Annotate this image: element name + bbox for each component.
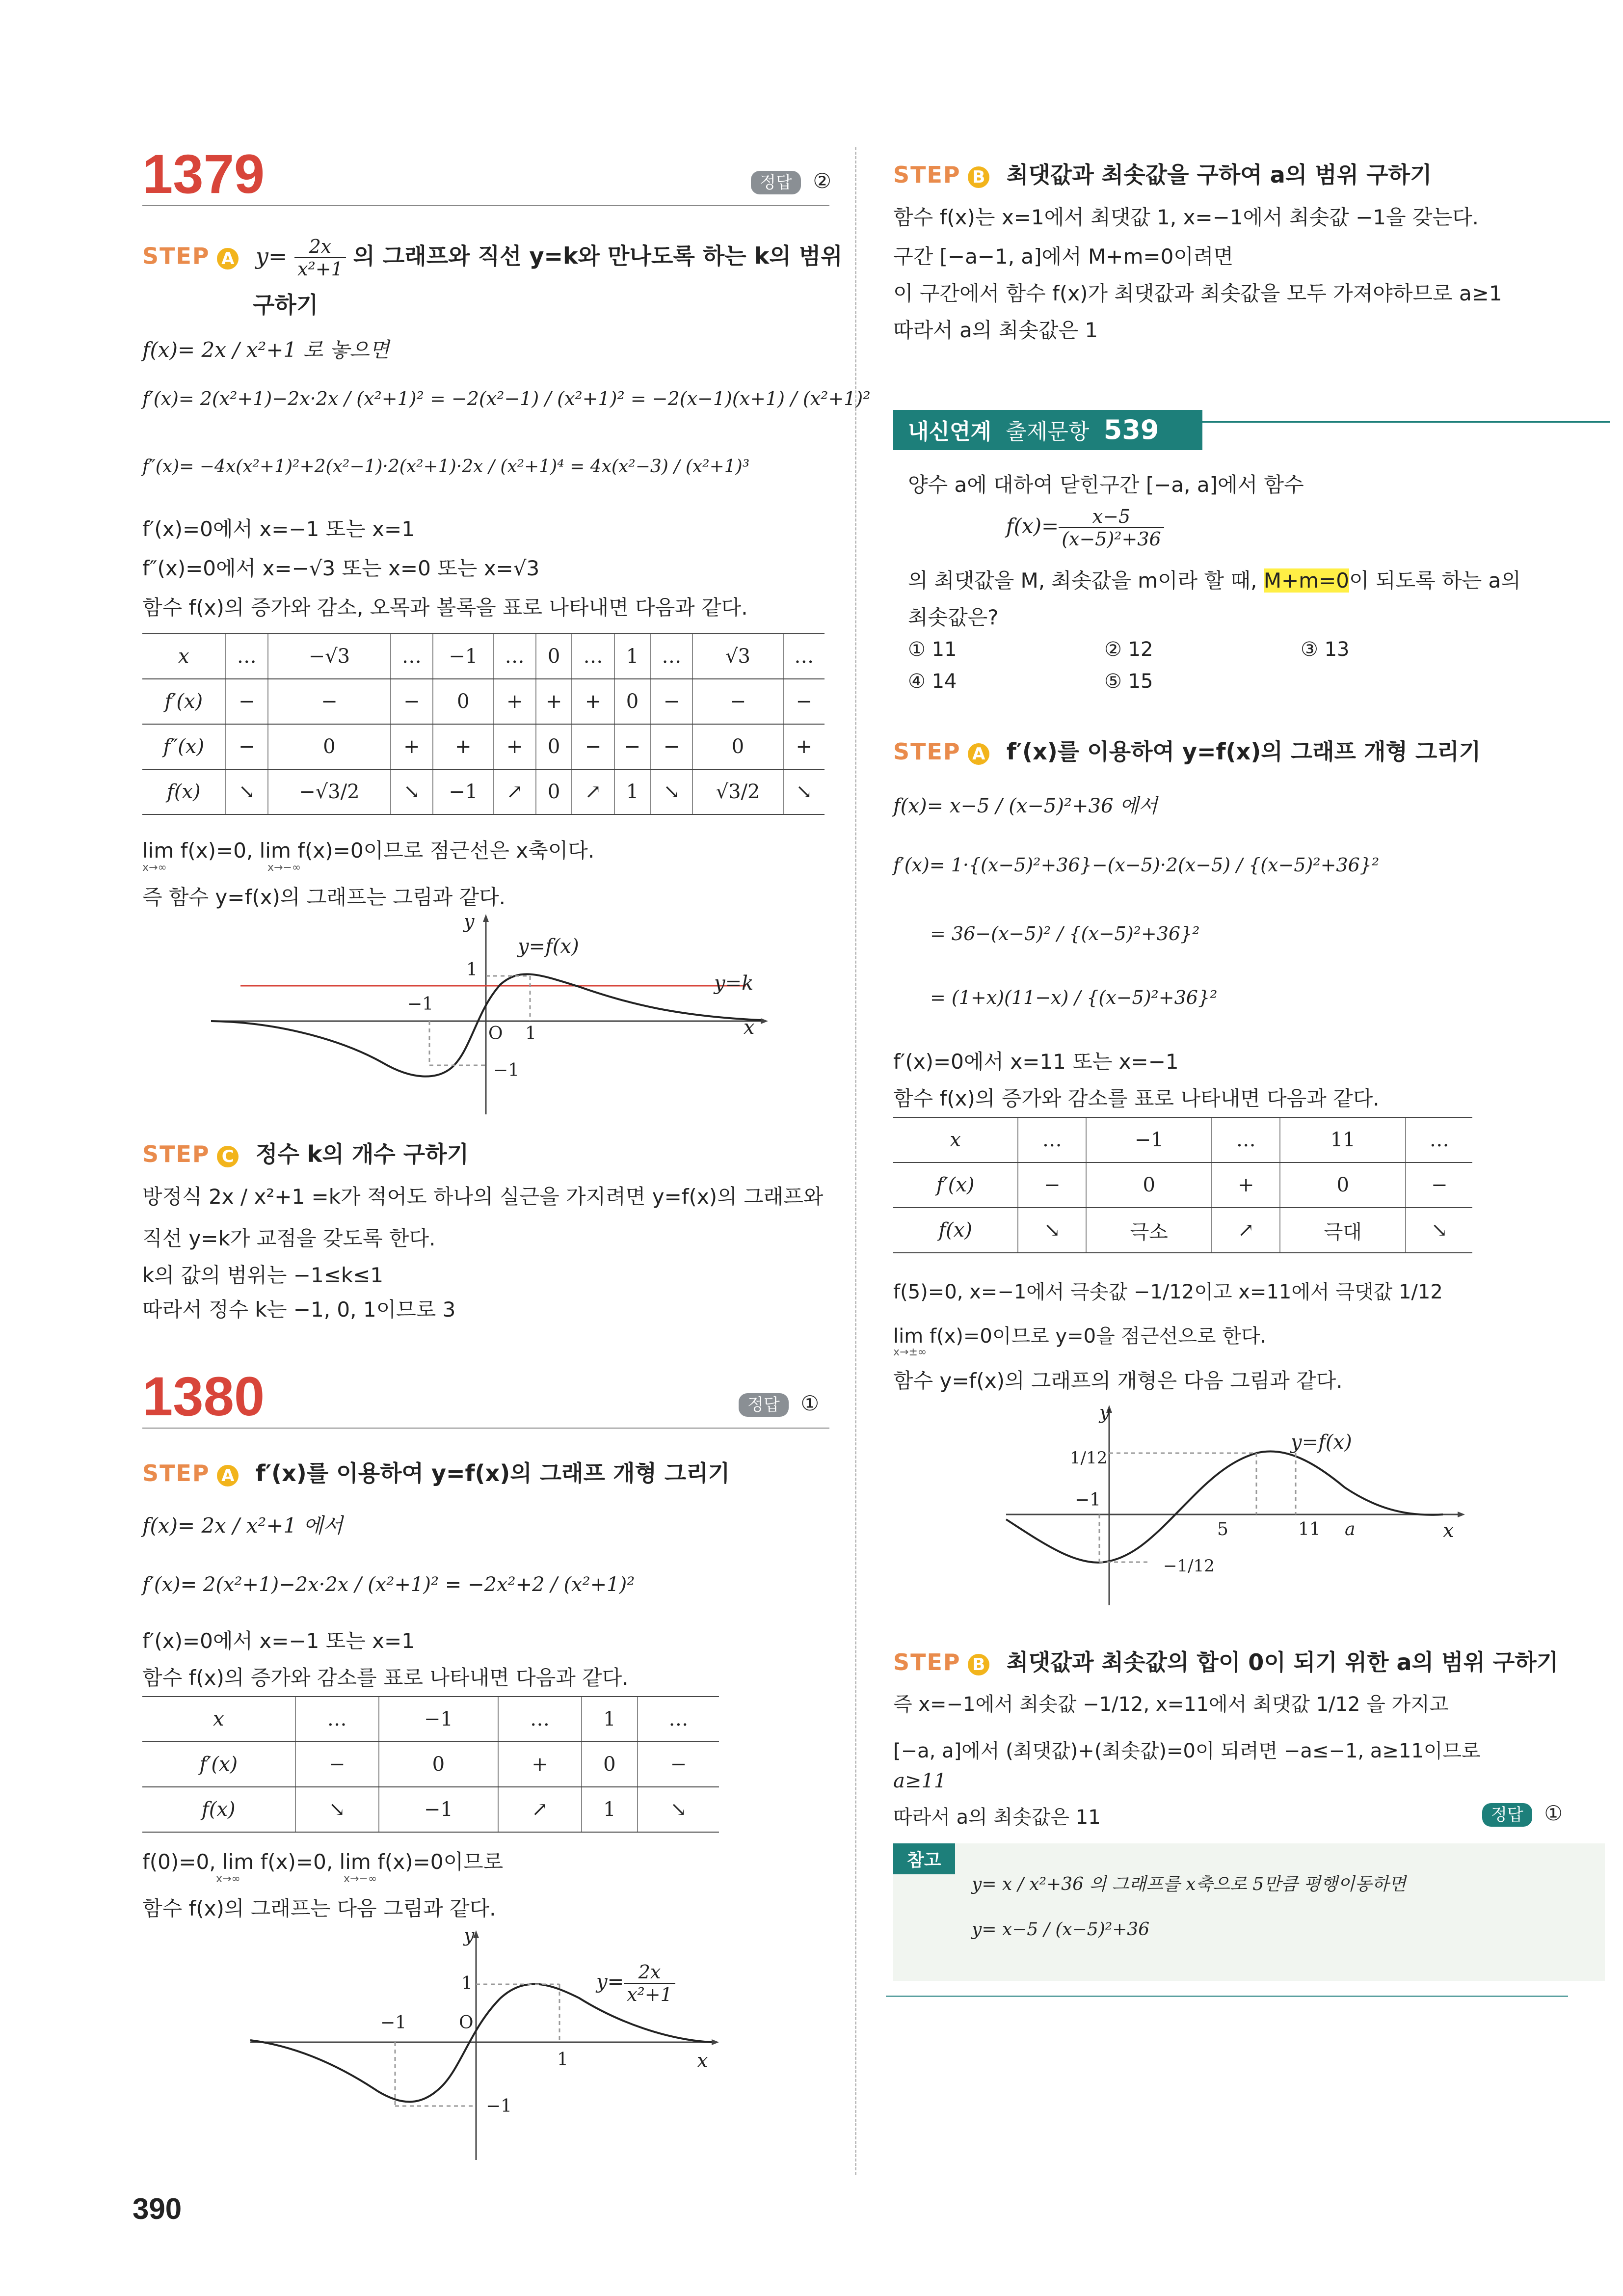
table-cell: 1 bbox=[582, 1697, 638, 1742]
tag-number: 539 bbox=[1103, 414, 1159, 445]
table-cell: 1 bbox=[582, 1787, 638, 1832]
table-cell: … bbox=[638, 1697, 719, 1742]
problem-number-1379: 1379 bbox=[142, 143, 265, 205]
table-cell: 0 bbox=[268, 724, 391, 769]
curve-label-frac: $\frac{2x}{\text{x²+1}}$ bbox=[624, 1961, 675, 2005]
step-title: 정수 k의 개수 구하기 bbox=[255, 1141, 469, 1167]
step-c-line-2: 직선 y=k가 교점을 갖도록 한다. bbox=[142, 1226, 436, 1250]
step-a-title-line2: 구하기 bbox=[253, 292, 319, 318]
table-cell: + bbox=[498, 1742, 582, 1787]
step-b539-line-4: 따라서 a의 최솟값은 11 bbox=[893, 1806, 1101, 1829]
table-cell: … bbox=[226, 634, 268, 679]
graph-1379-tick-x1: 1 bbox=[525, 1024, 536, 1044]
table-cell: … bbox=[498, 1697, 582, 1742]
limit-line-1380: f(0)=0, lim f(x)=0, lim f(x)=0이므로 bbox=[142, 1850, 504, 1874]
table-cell: − bbox=[1406, 1162, 1472, 1208]
step-b-line-3: 이 구간에서 함수 f(x)가 최댓값과 최솟값을 모두 가져야하므로 a≥1 bbox=[893, 281, 1502, 305]
table-cell: − bbox=[268, 679, 391, 724]
table-cell: 0 bbox=[1086, 1162, 1212, 1208]
graph-539-tick-yneg: −1/12 bbox=[1163, 1556, 1215, 1576]
step-b-line-2: 구간 [−a−1, a]에서 M+m=0이려면 bbox=[893, 244, 1234, 269]
after-539-1: f(5)=0, x=−1에서 극솟값 −1/12이고 x=11에서 극댓값 1/12 bbox=[893, 1281, 1443, 1303]
table-row bbox=[142, 769, 825, 814]
table-cell: − bbox=[614, 724, 651, 769]
table-cell: − bbox=[692, 679, 783, 724]
step-a-539 bbox=[893, 734, 1481, 766]
graph-1380-origin: O bbox=[459, 2013, 474, 2033]
table-cell: … bbox=[1018, 1117, 1086, 1162]
table-cell: − bbox=[650, 724, 692, 769]
graph-539 bbox=[1001, 1404, 1472, 1610]
table-cell: − bbox=[226, 724, 268, 769]
deriv-539-5: f′(x)=0에서 x=11 또는 x=−1 bbox=[893, 1050, 1179, 1074]
table-cell: … bbox=[572, 634, 614, 679]
step-c-1379 bbox=[142, 1136, 469, 1169]
answer-value: ① bbox=[1544, 1801, 1563, 1825]
limit-sub-1380-2: x→−∞ bbox=[344, 1873, 377, 1885]
limit-sub-2: x→−∞ bbox=[267, 862, 301, 874]
after-539-2: lim f(x)=0이므로 y=0을 점근선으로 한다. bbox=[893, 1325, 1267, 1348]
table-cell: 극소 bbox=[1086, 1208, 1212, 1253]
table-cell: … bbox=[391, 634, 433, 679]
table-cell: −1 bbox=[379, 1697, 498, 1742]
graph-1379-curve-label: y=f(x) bbox=[518, 935, 579, 958]
table-cell: ↗ bbox=[572, 769, 614, 814]
answer-1380 bbox=[739, 1389, 819, 1417]
variation-table-1380 bbox=[142, 1696, 719, 1833]
header-rule-1380 bbox=[142, 1428, 829, 1429]
deriv-539-2: f′(x)= 1·{(x−5)²+36}−(x−5)·2(x−5) / {(x−5)²+36}² bbox=[893, 854, 1380, 876]
table-cell: f(x) bbox=[142, 1787, 295, 1832]
deriv-539-4: = (1+x)(11−x) / {(x−5)²+36}² bbox=[930, 987, 1218, 1008]
curve-539 bbox=[1006, 1451, 1443, 1562]
choice-4[interactable]: ④ 14 bbox=[908, 670, 957, 693]
table-cell: f′(x) bbox=[142, 1742, 295, 1787]
answer-badge: 정답 bbox=[751, 171, 801, 194]
table-cell: ↗ bbox=[1212, 1208, 1280, 1253]
table-cell: −1 bbox=[433, 769, 493, 814]
table-cell: −1 bbox=[379, 1787, 498, 1832]
derivation-line-5: f″(x)=0에서 x=−√3 또는 x=0 또는 x=√3 bbox=[142, 556, 540, 580]
step-b-539 bbox=[893, 1645, 1558, 1677]
graph-539-curve-label: y=f(x) bbox=[1291, 1431, 1352, 1454]
table-cell: −1 bbox=[433, 634, 493, 679]
table-cell: + bbox=[391, 724, 433, 769]
table-cell: − bbox=[226, 679, 268, 724]
derivation-1380-4: 함수 f(x)의 증가와 감소를 표로 나타내면 다음과 같다. bbox=[142, 1666, 629, 1690]
graph-1380-tick-xneg: −1 bbox=[380, 2013, 407, 2033]
step-c-line-1: 방정식 2x / x²+1 =k가 적어도 하나의 실근을 가지려면 y=f(x)의 그래프와 bbox=[142, 1185, 824, 1209]
step-letter: A bbox=[968, 743, 989, 765]
table-cell: … bbox=[494, 634, 536, 679]
table-cell: + bbox=[783, 724, 825, 769]
table-row bbox=[142, 1697, 719, 1742]
answer-539 bbox=[1482, 1799, 1563, 1827]
graph-539-tick-5: 5 bbox=[1217, 1519, 1228, 1540]
table-cell: ↗ bbox=[494, 769, 536, 814]
reference-label: 참고 bbox=[893, 1843, 955, 1874]
table-cell: − bbox=[783, 679, 825, 724]
table-cell: 0 bbox=[433, 679, 493, 724]
table-row bbox=[893, 1162, 1472, 1208]
graph-1380-curve-label bbox=[596, 1961, 675, 2005]
step-label: STEP bbox=[142, 1460, 210, 1486]
table-cell: √3 bbox=[692, 634, 783, 679]
table-cell: −√3 bbox=[268, 634, 391, 679]
problem-539-line3 bbox=[908, 565, 1521, 594]
table-cell: 0 bbox=[536, 634, 572, 679]
limit-sub-539: x→±∞ bbox=[893, 1346, 927, 1358]
table-cell: + bbox=[536, 679, 572, 724]
choice-1[interactable]: ① 11 bbox=[908, 638, 957, 661]
table-cell: ↘ bbox=[1018, 1208, 1086, 1253]
func-frac: $\frac{x-5}{\text{(x−5)²+36}}$ bbox=[1059, 506, 1164, 550]
step-label: STEP bbox=[893, 738, 961, 765]
step-title: 최댓값과 최솟값의 합이 0이 되기 위한 a의 범위 구하기 bbox=[1006, 1649, 1559, 1675]
bottom-rule bbox=[886, 1996, 1568, 1997]
deriv-539-1: f(x)= x−5 / (x−5)²+36 에서 bbox=[893, 795, 1158, 817]
line3-post: 이 되도록 하는 a의 bbox=[1349, 568, 1521, 593]
tag-539 bbox=[893, 410, 1202, 450]
line3-highlight: M+m=0 bbox=[1263, 568, 1350, 593]
table-cell: … bbox=[650, 634, 692, 679]
graph-1380-axis-x: x bbox=[697, 2050, 708, 2072]
graph-1379-axis-y: y bbox=[464, 911, 475, 932]
table-cell: −1 bbox=[1086, 1117, 1212, 1162]
table-cell: f′(x) bbox=[142, 679, 226, 724]
graph-1380-tick-x1: 1 bbox=[557, 2050, 568, 2070]
table-cell: … bbox=[1406, 1117, 1472, 1162]
derivation-line-3: f″(x)= −4x(x²+1)²+2(x²−1)·2(x²+1)·2x / (x²+1)⁴ = 4x(x²−3) / (x²+1)³ bbox=[142, 457, 750, 477]
table-cell: + bbox=[1212, 1162, 1280, 1208]
step-b539-line-1: 즉 x=−1에서 최솟값 −1/12, x=11에서 최댓값 1/12 을 가지고 bbox=[893, 1693, 1449, 1716]
step-label: STEP bbox=[142, 243, 210, 270]
graph-1379-tick-yneg: −1 bbox=[493, 1060, 520, 1080]
step-label: STEP bbox=[893, 1649, 961, 1675]
table-cell: ↘ bbox=[295, 1787, 379, 1832]
table-cell: … bbox=[1212, 1117, 1280, 1162]
tag-part2: 출제문항 bbox=[1006, 419, 1090, 444]
table-cell: f(x) bbox=[142, 769, 226, 814]
table-cell: √3/2 bbox=[692, 769, 783, 814]
step-a-1380 bbox=[142, 1456, 730, 1488]
derivation-line-1: f(x)= 2x / x²+1 로 놓으면 bbox=[142, 338, 390, 362]
step-title-post: 의 그래프와 직선 y=k와 만나도록 하는 k의 범위 bbox=[353, 243, 843, 270]
step-label: STEP bbox=[142, 1141, 210, 1167]
step-letter: A bbox=[217, 248, 239, 270]
step-b-1379 bbox=[893, 157, 1432, 189]
table-row bbox=[893, 1117, 1472, 1162]
deriv-539-3: = 36−(x−5)² / {(x−5)²+36}² bbox=[930, 923, 1200, 945]
choice-5[interactable]: ⑤ 15 bbox=[1104, 670, 1153, 693]
step-letter: A bbox=[217, 1465, 239, 1486]
table-cell: 극대 bbox=[1280, 1208, 1406, 1253]
table-cell: … bbox=[783, 634, 825, 679]
table-row bbox=[142, 679, 825, 724]
step-b539-line-3: a≥11 bbox=[893, 1770, 947, 1792]
table-cell: 1 bbox=[614, 769, 651, 814]
problem-539-line1: 양수 a에 대하여 닫힌구간 [−a, a]에서 함수 bbox=[908, 473, 1304, 497]
tag-rule bbox=[1188, 421, 1610, 423]
variation-table-539 bbox=[893, 1117, 1472, 1253]
table-cell: f″(x) bbox=[142, 724, 226, 769]
derivation-1380-2: f′(x)= 2(x²+1)−2x·2x / (x²+1)² = −2x²+2 / (x²+1)² bbox=[142, 1573, 635, 1596]
table-cell: … bbox=[295, 1697, 379, 1742]
table-row bbox=[142, 724, 825, 769]
column-divider bbox=[855, 147, 856, 2175]
graph-539-axis-x: x bbox=[1443, 1519, 1454, 1542]
table-cell: − bbox=[638, 1742, 719, 1787]
answer-value: ② bbox=[813, 169, 831, 193]
after-539-3: 함수 y=f(x)의 그래프의 개형은 다음 그림과 같다. bbox=[893, 1369, 1343, 1393]
table-cell: − bbox=[650, 679, 692, 724]
table-cell: ↘ bbox=[783, 769, 825, 814]
graph-1379-origin: O bbox=[488, 1024, 503, 1044]
step-b-line-4: 따라서 a의 최솟값은 1 bbox=[893, 318, 1098, 342]
limit-sub-1380-1: x→∞ bbox=[216, 1873, 240, 1885]
header-rule-1379 bbox=[142, 205, 829, 206]
answer-value: ① bbox=[800, 1391, 819, 1415]
tag-part1: 내신연계 bbox=[908, 419, 992, 444]
reference-line-1: y= x / x²+36 의 그래프를 x축으로 5만큼 평행이동하면 bbox=[972, 1874, 1406, 1894]
choice-2[interactable]: ② 12 bbox=[1104, 638, 1153, 661]
step-b539-line-2: [−a, a]에서 (최댓값)+(최솟값)=0이 되려면 −a≤−1, a≥11이므로 bbox=[893, 1740, 1481, 1762]
table-row bbox=[142, 1787, 719, 1832]
table-cell: 0 bbox=[536, 724, 572, 769]
derivation-1380-1: f(x)= 2x / x²+1 에서 bbox=[142, 1513, 343, 1538]
table-cell: ↗ bbox=[498, 1787, 582, 1832]
graph-539-tick-xneg: −1 bbox=[1075, 1490, 1101, 1510]
table-cell: − bbox=[295, 1742, 379, 1787]
graph-intro-1380: 함수 f(x)의 그래프는 다음 그림과 같다. bbox=[142, 1896, 496, 1920]
table-cell: x bbox=[142, 1697, 295, 1742]
curve-label-pre: y= bbox=[596, 1971, 624, 1993]
derivation-line-4: f′(x)=0에서 x=−1 또는 x=1 bbox=[142, 517, 415, 541]
table-cell: ↘ bbox=[650, 769, 692, 814]
table-cell: 1 bbox=[614, 634, 651, 679]
table-cell: 0 bbox=[536, 769, 572, 814]
table-cell: ↘ bbox=[391, 769, 433, 814]
graph-1379-tick-xneg: −1 bbox=[407, 994, 434, 1014]
derivation-line-2: f′(x)= 2(x²+1)−2x·2x / (x²+1)² = −2(x²−1) / (x²+1)² = −2(x−1)(x+1) / (x²+1)² bbox=[142, 388, 871, 409]
table-cell: f′(x) bbox=[893, 1162, 1018, 1208]
table-cell: + bbox=[494, 679, 536, 724]
graph-1380-tick-yneg: −1 bbox=[486, 2096, 512, 2116]
graph-1379 bbox=[206, 913, 771, 1119]
page-number: 390 bbox=[133, 2192, 182, 2225]
table-cell: 11 bbox=[1280, 1117, 1406, 1162]
line3-pre: 의 최댓값을 M, 최솟값을 m이라 할 때, bbox=[908, 568, 1264, 593]
table-cell: 0 bbox=[614, 679, 651, 724]
table-cell: ↘ bbox=[638, 1787, 719, 1832]
table-cell: 0 bbox=[379, 1742, 498, 1787]
step-letter: B bbox=[968, 166, 989, 188]
graph-539-tick-11: 11 bbox=[1298, 1519, 1321, 1540]
step-title-pre: y= bbox=[255, 243, 288, 270]
step-title-frac: $\frac{2x}{\text{x²+1}}$ bbox=[294, 236, 346, 280]
step-a-1379 bbox=[142, 236, 843, 280]
reference-line-2: y= x−5 / (x−5)²+36 bbox=[972, 1919, 1150, 1940]
problem-539-func bbox=[1006, 506, 1164, 550]
graph-539-tick-ypos: 1/12 bbox=[1070, 1448, 1108, 1468]
table-cell: −√3/2 bbox=[268, 769, 391, 814]
problem-539-line4: 최솟값은? bbox=[908, 605, 999, 629]
table-cell: ↘ bbox=[226, 769, 268, 814]
table-row bbox=[142, 1742, 719, 1787]
problem-number-1380: 1380 bbox=[142, 1366, 265, 1427]
graph-539-tick-a: a bbox=[1345, 1519, 1356, 1540]
graph-1380-tick-y1: 1 bbox=[461, 1973, 473, 1994]
graph-1379-tick-y1: 1 bbox=[466, 960, 478, 980]
reference-box bbox=[893, 1843, 1605, 1981]
right-column bbox=[878, 0, 1615, 2296]
table-cell: + bbox=[494, 724, 536, 769]
step-letter: C bbox=[217, 1146, 239, 1167]
table-cell: − bbox=[1018, 1162, 1086, 1208]
table-cell: x bbox=[893, 1117, 1018, 1162]
choice-3[interactable]: ③ 13 bbox=[1301, 638, 1350, 661]
table-cell: − bbox=[572, 724, 614, 769]
limit-line-1379: lim f(x)=0, lim f(x)=0이므로 점근선은 x축이다. bbox=[142, 838, 595, 863]
derivation-line-6: 함수 f(x)의 증가와 감소, 오목과 볼록을 표로 나타내면 다음과 같다. bbox=[142, 595, 748, 620]
limit-sub-1: x→∞ bbox=[142, 862, 167, 874]
table-cell: − bbox=[391, 679, 433, 724]
step-b-line-1: 함수 f(x)는 x=1에서 최댓값 1, x=−1에서 최솟값 −1을 갖는다. bbox=[893, 205, 1479, 229]
variation-table-1379 bbox=[142, 633, 825, 815]
derivation-1380-3: f′(x)=0에서 x=−1 또는 x=1 bbox=[142, 1629, 415, 1653]
table-cell: + bbox=[572, 679, 614, 724]
table-cell: x bbox=[142, 634, 226, 679]
step-c-line-4: 따라서 정수 k는 −1, 0, 1이므로 3 bbox=[142, 1297, 456, 1322]
step-label: STEP bbox=[893, 162, 961, 188]
table-cell: 0 bbox=[692, 724, 783, 769]
step-letter: B bbox=[968, 1654, 989, 1675]
table-row bbox=[142, 634, 825, 679]
graph-1379-axis-x: x bbox=[744, 1016, 755, 1039]
table-cell: 0 bbox=[582, 1742, 638, 1787]
table-cell: + bbox=[433, 724, 493, 769]
step-c-line-3: k의 값의 범위는 −1≤k≤1 bbox=[142, 1263, 384, 1287]
func-pre: f(x)= bbox=[1006, 514, 1059, 538]
table-cell: 0 bbox=[1280, 1162, 1406, 1208]
graph-intro-1379: 즉 함수 y=f(x)의 그래프는 그림과 같다. bbox=[142, 885, 506, 909]
step-title: f′(x)를 이용하여 y=f(x)의 그래프 개형 그리기 bbox=[1006, 738, 1481, 765]
graph-539-axis-y: y bbox=[1099, 1402, 1110, 1423]
deriv-539-6: 함수 f(x)의 증가와 감소를 표로 나타내면 다음과 같다. bbox=[893, 1086, 1380, 1110]
step-title: f′(x)를 이용하여 y=f(x)의 그래프 개형 그리기 bbox=[255, 1460, 730, 1486]
table-cell: ↘ bbox=[1406, 1208, 1472, 1253]
graph-1380-axis-y: y bbox=[464, 1924, 475, 1946]
answer-badge: 정답 bbox=[739, 1393, 789, 1417]
step-title: 최댓값과 최솟값을 구하여 a의 범위 구하기 bbox=[1006, 162, 1432, 188]
table-row bbox=[893, 1208, 1472, 1253]
answer-1379 bbox=[751, 167, 831, 194]
answer-badge: 정답 bbox=[1482, 1803, 1532, 1827]
graph-1379-k-label: y=k bbox=[714, 972, 754, 995]
table-cell: f(x) bbox=[893, 1208, 1018, 1253]
